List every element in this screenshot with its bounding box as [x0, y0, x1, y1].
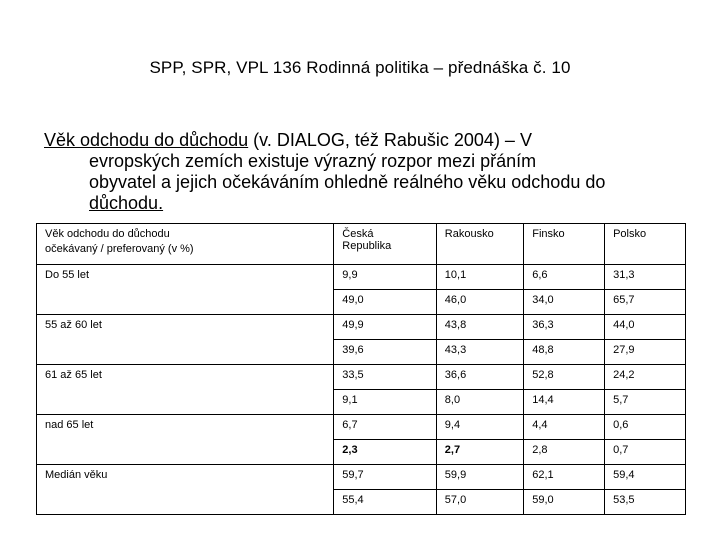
cell-austria: 9,4 — [436, 415, 523, 440]
intro-line-4 — [44, 193, 684, 214]
intro-line-4-text: důchodu. — [89, 193, 164, 213]
cell-czech: 33,5 — [334, 365, 437, 390]
slide-header: SPP, SPR, VPL 136 Rodinná politika – přednáška č. 10 — [149, 58, 571, 77]
cell-austria: 43,3 — [436, 340, 523, 365]
header-label-line-2: očekávaný / preferovaný (v %) — [45, 243, 194, 255]
cell-finland: 6,6 — [524, 265, 605, 290]
cell-poland: 65,7 — [605, 290, 686, 315]
row-group-label: Do 55 let — [37, 265, 334, 315]
cell-finland: 59,0 — [524, 490, 605, 515]
header-col-czech — [334, 224, 437, 265]
row-group-label: 61 až 65 let — [37, 365, 334, 415]
cell-czech: 55,4 — [334, 490, 437, 515]
cell-austria: 57,0 — [436, 490, 523, 515]
header-col-austria: Rakousko — [436, 224, 523, 265]
intro-line-1 — [44, 130, 532, 150]
header-label-line-1: Věk odchodu do důchodu — [45, 228, 170, 240]
cell-czech: 9,1 — [334, 390, 437, 415]
cell-czech: 49,9 — [334, 315, 437, 340]
row-group-label: nad 65 let — [37, 415, 334, 465]
cell-finland: 34,0 — [524, 290, 605, 315]
cell-austria: 36,6 — [436, 365, 523, 390]
cell-finland: 52,8 — [524, 365, 605, 390]
cell-finland: 48,8 — [524, 340, 605, 365]
header-col-czech-line-1: Česká — [342, 228, 374, 240]
table-row — [37, 365, 686, 390]
cell-czech: 39,6 — [334, 340, 437, 365]
cell-finland: 4,4 — [524, 415, 605, 440]
row-group-label: Medián věku — [37, 465, 334, 515]
cell-austria: 2,7 — [436, 440, 523, 465]
cell-czech: 6,7 — [334, 415, 437, 440]
row-group-label: 55 až 60 let — [37, 315, 334, 365]
cell-finland: 14,4 — [524, 390, 605, 415]
cell-poland: 53,5 — [605, 490, 686, 515]
header-col-czech-line-2: Republika — [342, 240, 392, 252]
cell-austria: 8,0 — [436, 390, 523, 415]
cell-czech: 2,3 — [334, 440, 437, 465]
cell-czech: 9,9 — [334, 265, 437, 290]
cell-poland: 59,4 — [605, 465, 686, 490]
cell-poland: 44,0 — [605, 315, 686, 340]
retirement-age-table — [36, 223, 686, 515]
cell-poland: 31,3 — [605, 265, 686, 290]
cell-poland: 24,2 — [605, 365, 686, 390]
cell-finland: 62,1 — [524, 465, 605, 490]
table-row — [37, 315, 686, 340]
intro-line-1-rest: (v. DIALOG, též Rabušic 2004) – V — [248, 130, 532, 150]
table-row — [37, 265, 686, 290]
cell-poland: 0,7 — [605, 440, 686, 465]
table-body — [37, 265, 686, 515]
cell-austria: 59,9 — [436, 465, 523, 490]
intro-line-3: obyvatel a jejich očekáváním ohledně reálného věku odchodu do — [89, 172, 606, 192]
table-header-row — [37, 224, 686, 265]
cell-austria: 10,1 — [436, 265, 523, 290]
table-row — [37, 465, 686, 490]
intro-line-2: evropských zemích existuje výrazný rozpor mezi přáním — [89, 151, 537, 171]
cell-finland: 36,3 — [524, 315, 605, 340]
cell-finland: 2,8 — [524, 440, 605, 465]
cell-poland: 27,9 — [605, 340, 686, 365]
intro-paragraph — [44, 130, 684, 214]
table-row — [37, 415, 686, 440]
cell-czech: 59,7 — [334, 465, 437, 490]
cell-poland: 5,7 — [605, 390, 686, 415]
cell-czech: 49,0 — [334, 290, 437, 315]
header-col-finland: Finsko — [524, 224, 605, 265]
intro-lead: Věk odchodu do důchodu — [44, 130, 249, 150]
cell-austria: 46,0 — [436, 290, 523, 315]
header-col-poland: Polsko — [605, 224, 686, 265]
header-label-cell — [37, 224, 334, 265]
cell-austria: 43,8 — [436, 315, 523, 340]
cell-poland: 0,6 — [605, 415, 686, 440]
